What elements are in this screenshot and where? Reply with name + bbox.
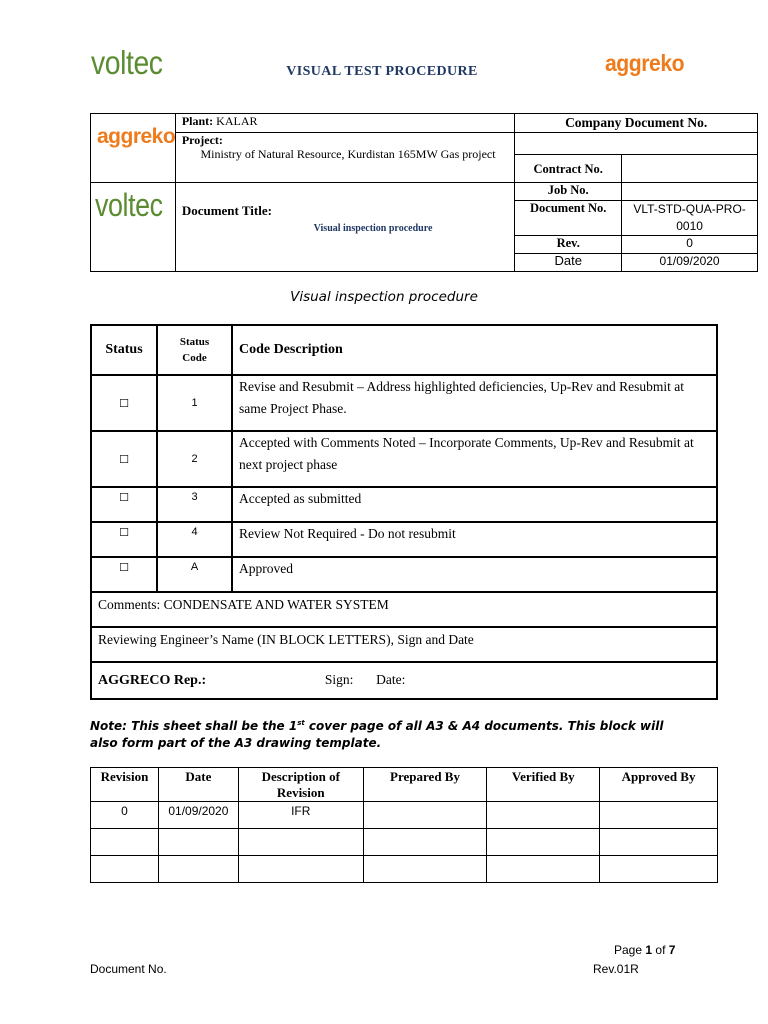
voltec-logo: voltec [91, 44, 163, 81]
prepared-by-cell [363, 856, 487, 883]
document-no-value: VLT-STD-QUA-PRO-0010 [622, 201, 758, 236]
plant-cell [175, 114, 514, 133]
date-cell: 01/09/2020 [158, 802, 238, 829]
code-description: Review Not Required - Do not resubmit [232, 522, 717, 557]
code-description: Accepted as submitted [232, 487, 717, 522]
revision-cell: 0 [91, 802, 159, 829]
prepared-by-cell [363, 802, 487, 829]
verified-by-header: Verified By [487, 768, 600, 802]
description-cell [238, 829, 363, 856]
reviewer-row: Reviewing Engineer’s Name (IN BLOCK LETTERS), Sign and Date [91, 627, 717, 662]
date-label: Date: [376, 672, 406, 687]
status-checkbox[interactable]: ☐ [91, 487, 157, 522]
code-description-header: Code Description [232, 325, 717, 375]
verified-by-cell [487, 856, 600, 883]
plant-label: Plant: [181, 114, 214, 128]
description-header: Description of Revision [238, 768, 363, 802]
note-sup: st [297, 719, 305, 727]
company-doc-label: Company Document No. [515, 114, 758, 133]
status-code: 2 [157, 431, 232, 487]
status-checkbox[interactable]: ☐ [91, 557, 157, 592]
footer-revision: Rev.01R [593, 962, 639, 976]
status-checkbox[interactable]: ☐ [91, 375, 157, 431]
project-cell [175, 133, 514, 183]
verified-by-cell [487, 802, 600, 829]
rev-value: 0 [622, 236, 758, 254]
aggreko-logo: aggreko [97, 125, 176, 148]
date-cell [158, 829, 238, 856]
status-checkbox[interactable]: ☐ [91, 431, 157, 487]
footer-document-no: Document No. [90, 962, 167, 976]
sign-label: Sign: [324, 672, 354, 687]
rep-label: AGGRECO Rep.: [98, 673, 207, 688]
page-word: Page [614, 943, 643, 957]
status-checkbox[interactable]: ☐ [91, 522, 157, 557]
note-part1: Note: This sheet shall be the 1 [90, 719, 298, 733]
date-cell [158, 856, 238, 883]
voltec-logo: voltec [95, 187, 163, 223]
document-no-label: Document No. [515, 201, 622, 236]
status-code-header-text: Status Code [179, 336, 210, 364]
approved-by-cell [600, 802, 718, 829]
document-title-value: Visual inspection procedure [313, 223, 433, 234]
approved-by-cell [600, 856, 718, 883]
verified-by-cell [487, 829, 600, 856]
page-total: 7 [668, 943, 676, 957]
comments-row: Comments: CONDENSATE AND WATER SYSTEM [91, 592, 717, 627]
description-cell [238, 856, 363, 883]
document-title-label: Document Title: [181, 203, 272, 218]
date-header: Date [158, 768, 238, 802]
code-description: Approved [232, 557, 717, 592]
date-label: Date [515, 254, 622, 272]
page-of: of [655, 943, 666, 957]
approved-by-cell [600, 829, 718, 856]
status-header: Status [91, 325, 157, 375]
procedure-subtitle: Visual inspection procedure [290, 289, 478, 305]
project-value: Ministry of Natural Resource, Kurdistan 165MW Gas project [200, 147, 496, 161]
prepared-by-cell [363, 829, 487, 856]
document-info-table [90, 113, 758, 272]
page-number [614, 943, 675, 957]
approved-by-header: Approved By [600, 768, 718, 802]
aggreko-logo: aggreko [605, 50, 685, 76]
note-part2: cover page of all A3 & A4 documents. This block will also form part of the A3 drawing template. [90, 719, 664, 750]
voltec-logo-cell [91, 183, 176, 272]
code-description: Accepted with Comments Noted – Incorporate Comments, Up-Rev and Resubmit at next project phase [232, 431, 717, 487]
cover-note [90, 715, 690, 752]
contract-label: Contract No. [515, 155, 622, 183]
code-description: Revise and Resubmit – Address highlighted deficiencies, Up-Rev and Resubmit at same Project Phase. [232, 375, 717, 431]
job-value [622, 183, 758, 201]
revision-table [90, 767, 718, 883]
status-code: 3 [157, 487, 232, 522]
revision-cell [91, 856, 159, 883]
contract-value [622, 155, 758, 183]
rev-label: Rev. [515, 236, 622, 254]
revision-cell [91, 829, 159, 856]
document-title-cell [175, 183, 514, 272]
status-code-table [90, 324, 718, 700]
rep-row [91, 662, 717, 699]
page-current: 1 [645, 943, 653, 957]
status-code: 4 [157, 522, 232, 557]
status-code-header [157, 325, 232, 375]
revision-header: Revision [91, 768, 159, 802]
prepared-by-header: Prepared By [363, 768, 487, 802]
job-label: Job No. [515, 183, 622, 201]
table-row [91, 802, 718, 829]
page-title-text: VISUAL TEST PROCEDURE [286, 64, 478, 79]
date-value: 01/09/2020 [622, 254, 758, 272]
status-code: A [157, 557, 232, 592]
project-label: Project: [181, 133, 223, 147]
company-doc-value [515, 133, 758, 155]
table-row [91, 856, 718, 883]
table-row [91, 829, 718, 856]
aggreko-logo-cell [91, 114, 176, 183]
status-code: 1 [157, 375, 232, 431]
plant-value: KALAR [216, 114, 258, 128]
description-cell: IFR [238, 802, 363, 829]
